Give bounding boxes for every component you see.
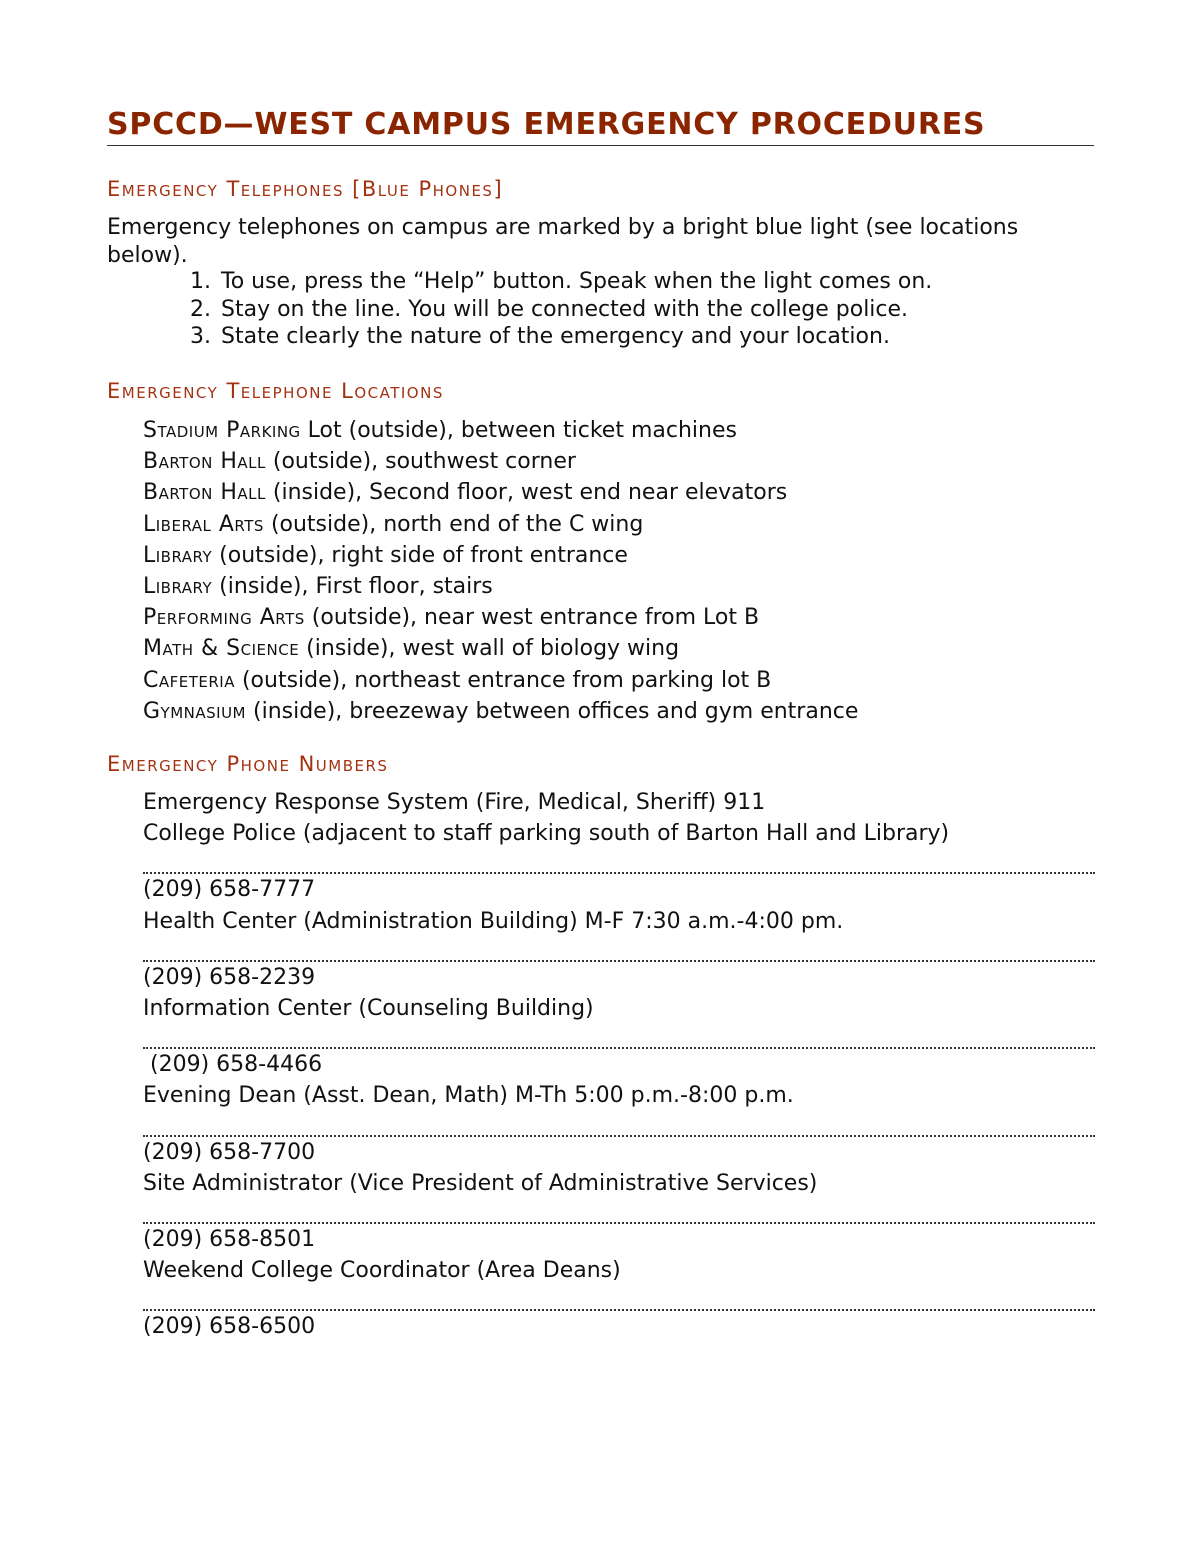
list-item: Gymnasium (inside), breezeway between offices and gym entrance xyxy=(143,698,859,724)
list-item: 2. Stay on the line. You will be connected with the college police. xyxy=(190,296,909,322)
list-item: Performing Arts (outside), near west entrance from Lot B xyxy=(143,605,760,631)
contact-name: Health Center (Administration Building) M-F 7:30 a.m.-4:00 pm. xyxy=(143,908,844,934)
usage-steps xyxy=(107,268,1092,351)
list-item: Barton Hall (outside), southwest corner xyxy=(143,449,576,475)
list-item: Library (outside), right side of front entrance xyxy=(143,542,628,568)
emergency-response-line: Emergency Response System (Fire, Medical, Sheriff) 911 xyxy=(143,790,766,815)
contact-phone: (209) 658-4466 xyxy=(143,1052,323,1078)
dotted-leader xyxy=(143,1286,1095,1311)
dotted-leader xyxy=(143,1024,1095,1049)
contact-name: Information Center (Counseling Building) xyxy=(143,996,594,1022)
contact-phone: (209) 658-2239 xyxy=(143,964,316,990)
list-item: Liberal Arts (outside), north end of the C wing xyxy=(143,511,644,537)
list-item: Cafeteria (outside), northeast entrance from parking lot B xyxy=(143,667,772,693)
list-item: Library (inside), First floor, stairs xyxy=(143,574,493,600)
contact-name: Site Administrator (Vice President of Administrative Services) xyxy=(143,1170,818,1196)
list-item: 3. State clearly the nature of the emergency and your location. xyxy=(190,324,890,349)
contact-phone: (209) 658-8501 xyxy=(143,1227,316,1253)
contact-phone: (209) 658-7777 xyxy=(143,877,316,903)
contact-phone: (209) 658-7700 xyxy=(143,1139,316,1165)
dotted-leader xyxy=(143,1112,1095,1137)
contact-name: Evening Dean (Asst. Dean, Math) M-Th 5:00 p.m.-8:00 p.m. xyxy=(143,1083,794,1109)
dotted-leader xyxy=(143,849,1095,874)
list-item: 1. To use, press the “Help” button. Speak when the light comes on. xyxy=(190,269,933,294)
intro-paragraph: Emergency telephones on campus are marked by a bright blue light (see locations below). xyxy=(107,215,1019,268)
list-item: Barton Hall (inside), Second floor, west end near elevators xyxy=(143,480,788,506)
heading-telephone-locations: Emergency Telephone Locations xyxy=(107,379,444,403)
locations-list xyxy=(143,415,1093,727)
contact-name: College Police (adjacent to staff parking south of Barton Hall and Library) xyxy=(143,821,950,847)
heading-phone-numbers: Emergency Phone Numbers xyxy=(107,752,389,776)
title-rule xyxy=(107,145,1094,146)
dotted-leader xyxy=(143,937,1095,962)
list-item: Math & Science (inside), west wall of biology wing xyxy=(143,636,680,662)
page-title: SPCCD—WEST CAMPUS EMERGENCY PROCEDURES xyxy=(107,107,986,142)
contact-phone: (209) 658-6500 xyxy=(143,1314,316,1340)
phone-numbers-list xyxy=(143,787,1095,1343)
list-item: Stadium Parking Lot (outside), between ticket machines xyxy=(143,418,737,443)
heading-emergency-telephones: Emergency Telephones [Blue Phones] xyxy=(107,177,504,201)
contact-name: Weekend College Coordinator (Area Deans) xyxy=(143,1258,621,1284)
dotted-leader xyxy=(143,1199,1095,1224)
